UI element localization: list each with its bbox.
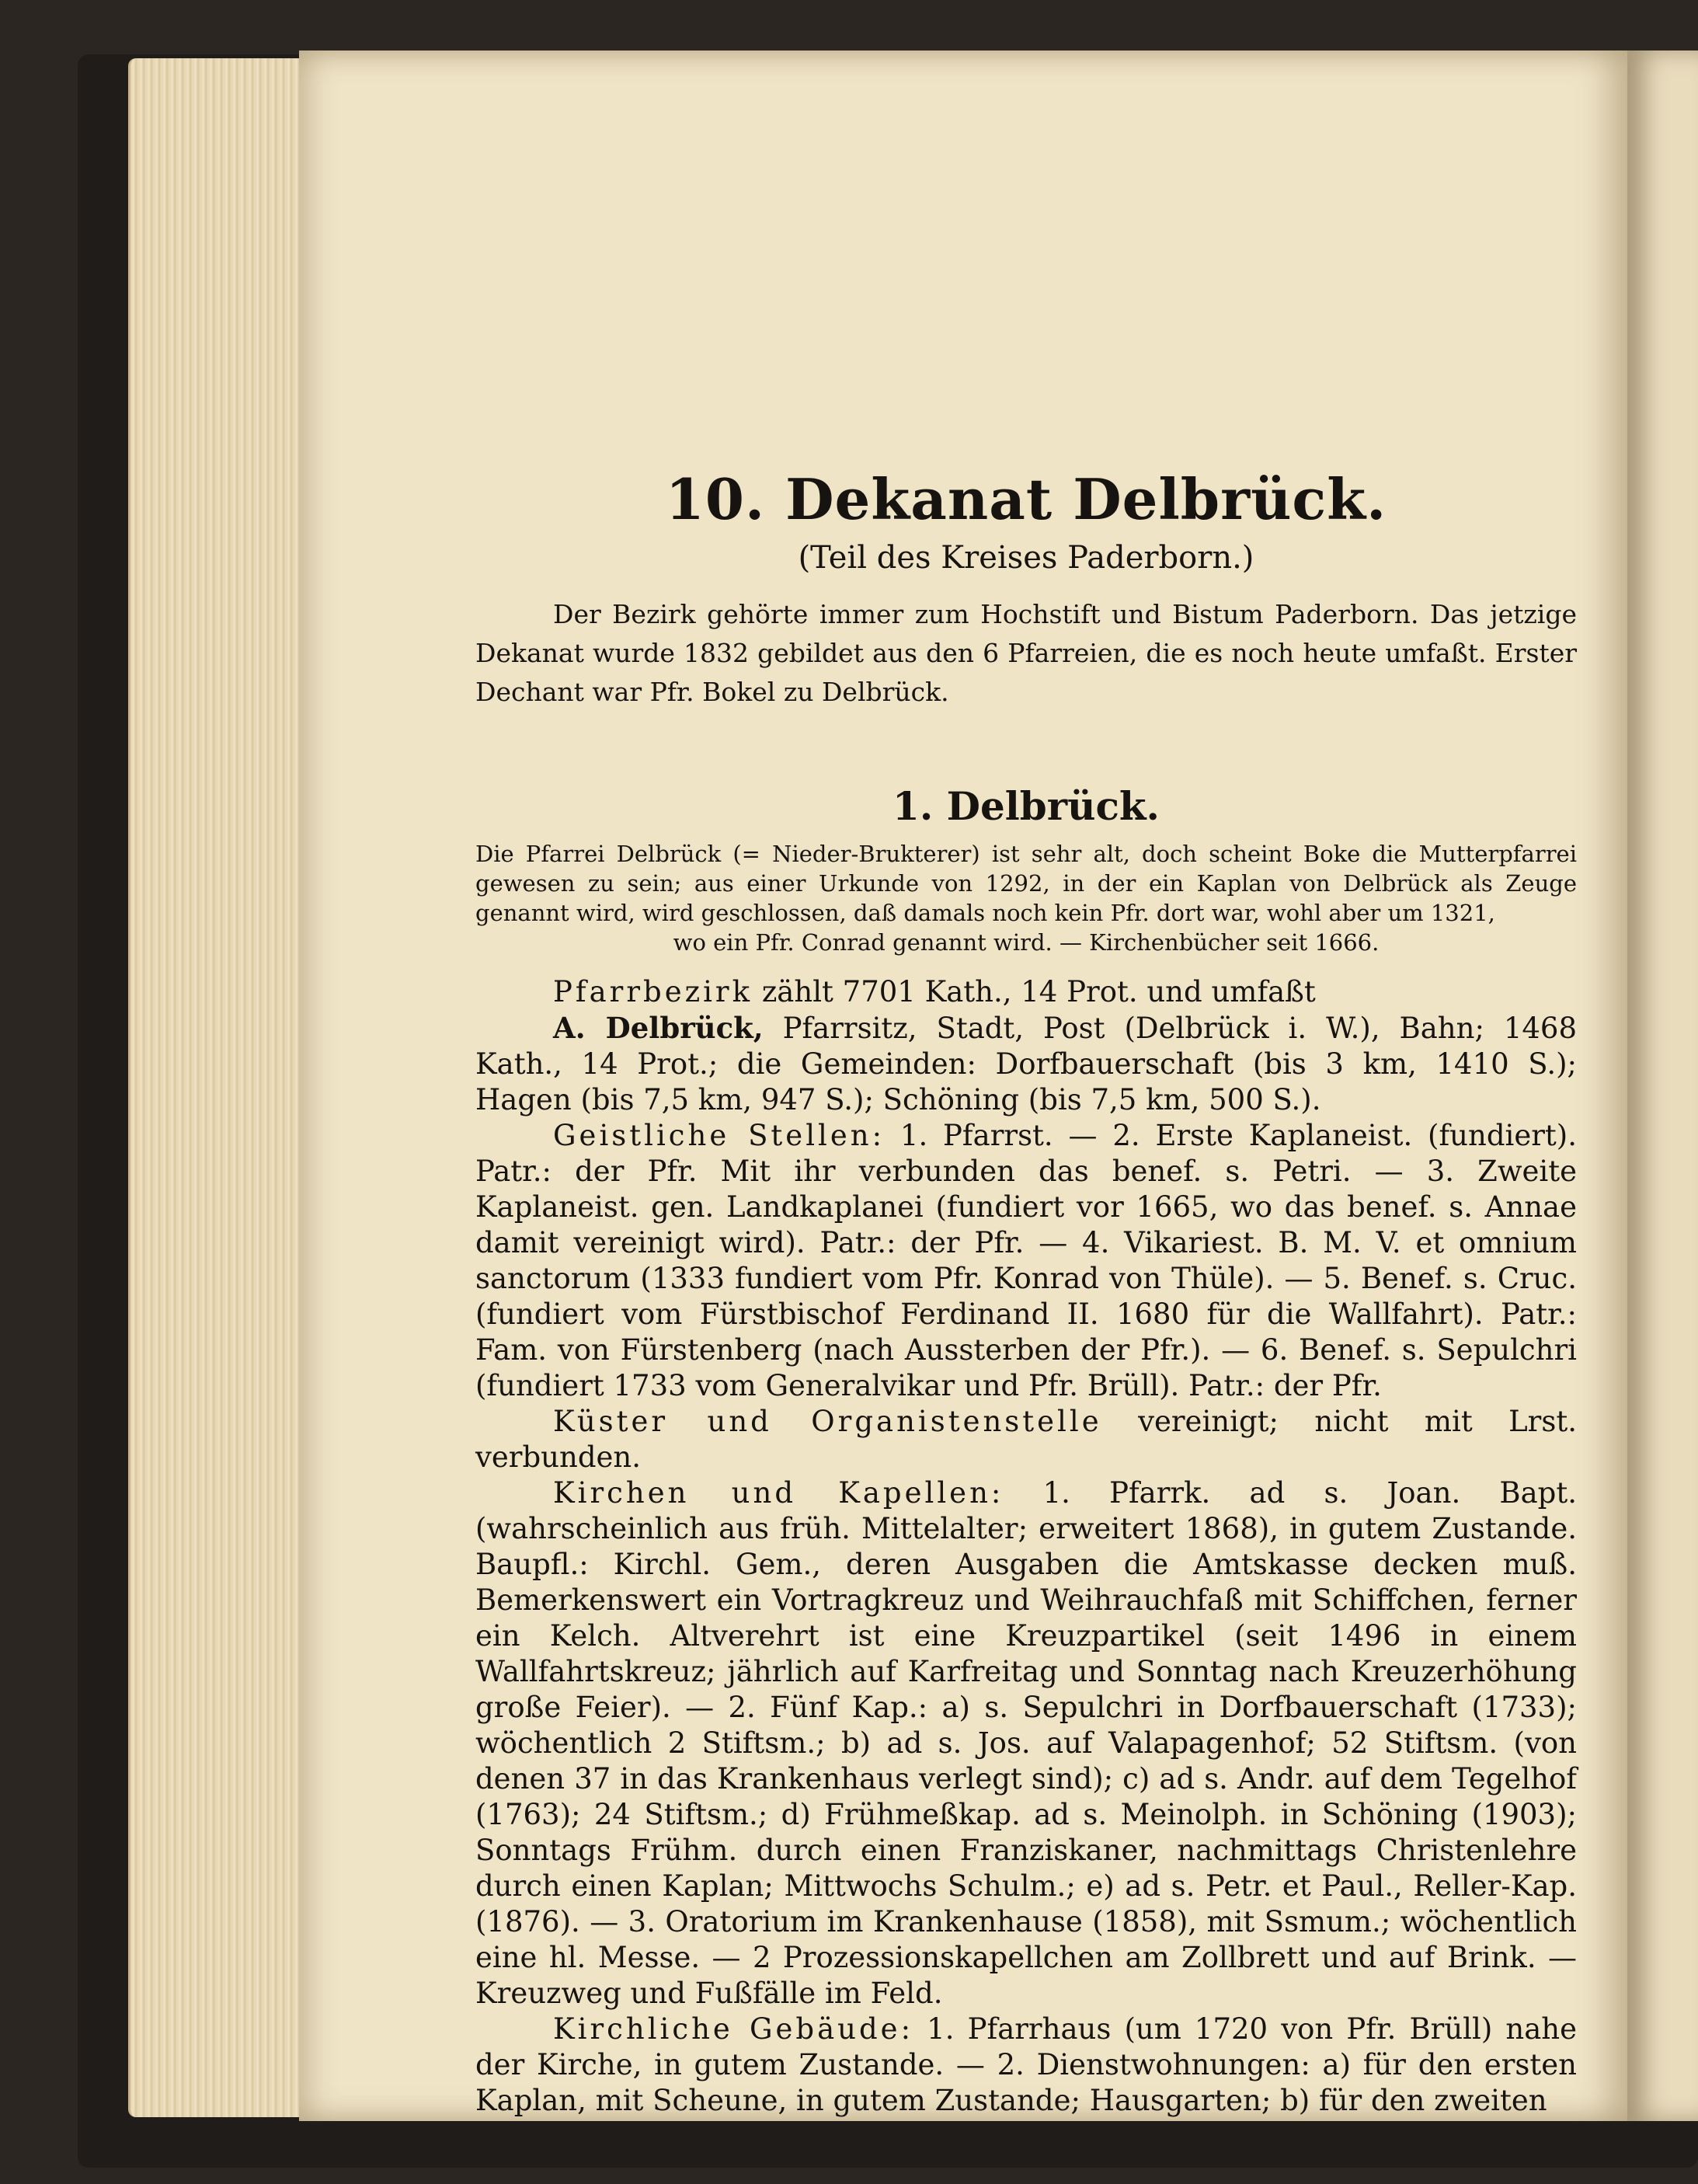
geistliche-stellen-label: Geistliche Stellen:: [553, 1119, 886, 1152]
kirchen-paragraph: [475, 1475, 1577, 2012]
page-edges: [128, 58, 309, 2117]
kuester-label: Küster und Organistenstelle: [553, 1405, 1102, 1438]
kuester-text: vereinigt; nicht mit Lrst. verbunden.: [475, 1405, 1577, 1474]
ort-a-label: A. Delbrück,: [553, 1011, 764, 1045]
pfarrbezirk-label: Pfarrbezirk: [553, 975, 753, 1008]
parish-history-text: Die Pfarrei Delbrück (= Nieder-Brukterer) ist sehr alt, doch scheint Boke die Mutterpfarrei gewesen zu sein; aus einer Urkunde von 1292, in der ein Kaplan von Delbrück als Zeuge genannt wird, wird geschlossen, daß damals noch kein Pfr. dort war, wohl aber um 1321,: [475, 841, 1577, 926]
page-content: [475, 466, 1577, 2119]
parish-title: 1. Delbrück.: [892, 783, 1160, 829]
gebaeude-label: Kirchliche Gebäude:: [553, 2012, 914, 2046]
geistliche-stellen-paragraph: [475, 1118, 1577, 1404]
gebaeude-text: 1. Pfarrhaus (um 1720 von Pfr. Brüll) nahe der Kirche, in gutem Zustande. — 2. Dienstwohnungen: a) für den ersten Kaplan, mit Scheune, in gutem Zustande; Hausgarten; b) für den zweiten: [475, 2012, 1577, 2117]
deanery-intro: Der Bezirk gehörte immer zum Hochstift und Bistum Paderborn. Das jetzige Dekanat wurde 1832 gebildet aus den 6 Pfarreien, die es noch heute umfaßt. Erster Dechant war Pfr. Bokel zu Delbrück.: [475, 599, 1577, 707]
pfarrbezirk-text: zählt 7701 Kath., 14 Prot. und umfaßt: [761, 975, 1316, 1008]
kirchen-label: Kirchen und Kapellen:: [553, 1476, 1004, 1510]
pfarrbezirk-paragraph: [475, 974, 1577, 1010]
geistliche-stellen-text: 1. Pfarrst. — 2. Erste Kaplaneist. (fundiert). Patr.: der Pfr. Mit ihr verbunden das benef. s. Petri. — 3. Zweite Kaplaneist. gen. Landkaplanei (fundiert vor 1665, wo das benef. s. Annae damit vereinigt wird). Patr.: der Pfr. — 4. Vikariest. B. M. V. et omnium sanctorum (1333 fundiert vom Pfr. Konrad von Thüle). — 5. Benef. s. Cruc. (fundiert vom Fürstbischof Ferdinand II. 1680 für die Wallfahrt). Patr.: Fam. von Fürstenberg (nach Aussterben der Pfr.). — 6. Benef. s. Sepulchri (fundiert 1733 vom Generalvikar und Pfr. Brüll). Patr.: der Pfr.: [475, 1119, 1577, 1402]
facing-page-edge: [1625, 51, 1698, 2121]
deanery-title: 10. Dekanat Delbrück.: [665, 466, 1387, 532]
kuester-paragraph: [475, 1404, 1577, 1475]
parish-history-note: [475, 839, 1577, 957]
parish-history-last-line: wo ein Pfr. Conrad genannt wird. — Kirchenbücher seit 1666.: [673, 929, 1380, 956]
gebaeude-paragraph: [475, 2012, 1577, 2119]
ort-a-text: Pfarrsitz, Stadt, Post (Delbrück i. W.), Bahn; 1468 Kath., 14 Prot.; die Gemeinden: Dorfbauerschaft (bis 3 km, 1410 S.); Hagen (bis 7,5 km, 947 S.); Schöning (bis 7,5 km, 500 S.).: [475, 1012, 1577, 1116]
ort-a-paragraph: [475, 1010, 1577, 1118]
deanery-subtitle: (Teil des Kreises Paderborn.): [798, 540, 1254, 576]
kirchen-text: 1. Pfarrk. ad s. Joan. Bapt. (wahrscheinlich aus früh. Mittelalter; erweitert 1868), in gutem Zustande. Baupfl.: Kirchl. Gem., deren Ausgaben die Amtskasse decken muß. Bemerkenswert ein Vortragkreuz und Weihrauchfaß mit Schiffchen, ferner ein Kelch. Altverehrt ist eine Kreuzpartikel (seit 1496 in einem Wallfahrtskreuz; jährlich auf Karfreitag und Sonntag nach Kreuzerhöhung große Feier). — 2. Fünf Kap.: a) s. Sepulchri in Dorfbauerschaft (1733); wöchentlich 2 Stiftsm.; b) ad s. Jos. auf Valapagenhof; 52 Stiftsm. (von denen 37 in das Krankenhaus verlegt sind); c) ad s. Andr. auf dem Tegelhof (1763); 24 Stiftsm.; d) Frühmeßkap. ad s. Meinolph. in Schöning (1903); Sonntags Frühm. durch einen Franziskaner, nachmittags Christenlehre durch einen Kaplan; Mittwochs Schulm.; e) ad s. Petr. et Paul., Reller-Kap. (1876). — 3. Oratorium im Krankenhause (1858), mit Ssmum.; wöchentlich eine hl. Messe. — 2 Prozessionskapellchen am Zollbrett und auf Brink. — Kreuzweg und Fußfälle im Feld.: [475, 1476, 1577, 2010]
